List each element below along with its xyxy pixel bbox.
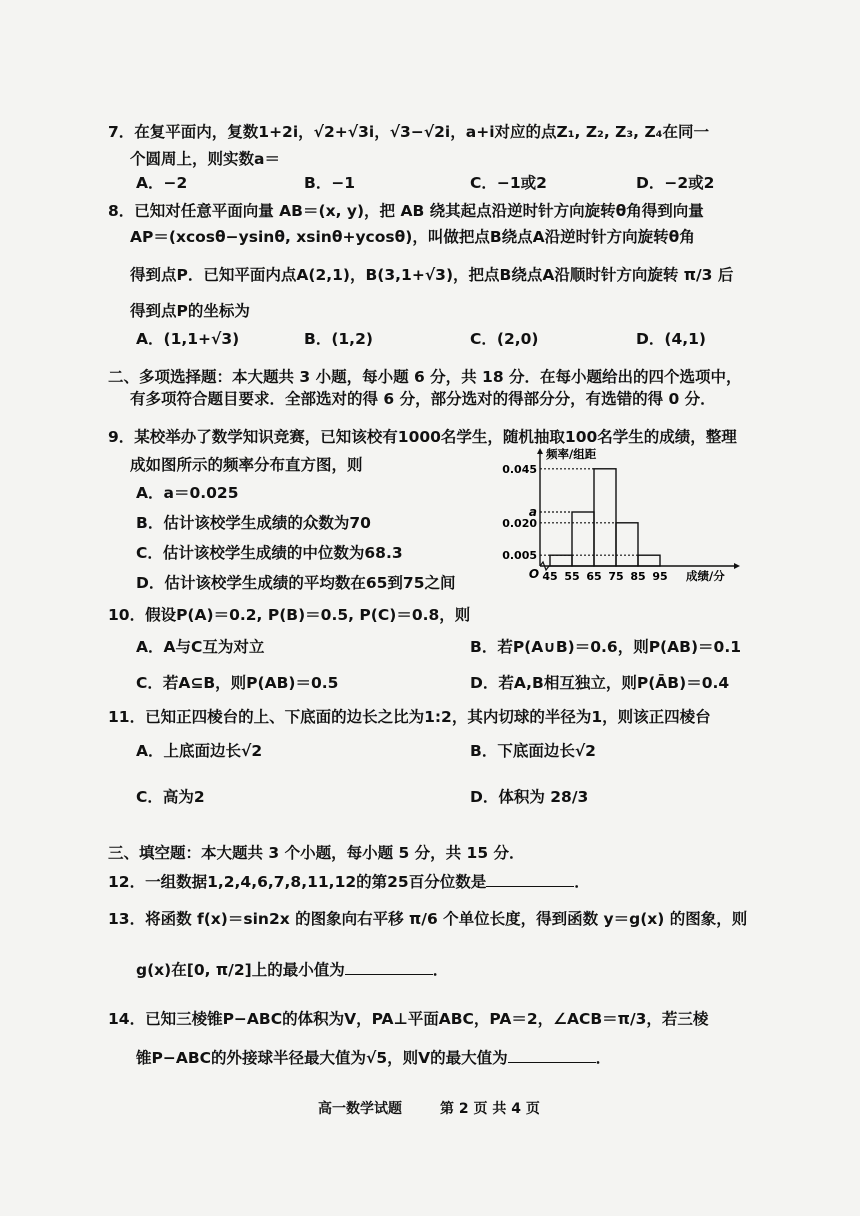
q12-line <box>108 870 590 893</box>
q11-option-b: B．下底面边长√2 <box>470 742 596 760</box>
histogram-bar-65-75 <box>594 469 616 566</box>
histogram-bar-55-65 <box>572 512 594 566</box>
q10-option-d: D．若A,B相互独立，则P(ĀB)＝0.4 <box>470 674 730 692</box>
x-tick-label-75: 75 <box>608 570 624 583</box>
q9-option-b: B．估计该校学生成绩的众数为70 <box>136 514 371 532</box>
q9-option-c: C．估计该校学生成绩的中位数为68.3 <box>136 544 403 562</box>
q8-option-d: D．(4,1) <box>636 330 706 348</box>
q14-tail: ． <box>595 1049 612 1067</box>
q10-line1: 10．假设P(A)＝0.2, P(B)＝0.5, P(C)＝0.8，则 <box>108 606 471 624</box>
q12-answer-blank[interactable] <box>486 870 574 887</box>
q12-tail: ． <box>574 873 590 891</box>
q11-option-c: C．高为2 <box>136 788 205 806</box>
q7-option-c: C．−1或2 <box>470 174 547 192</box>
q9-option-a: A．a＝0.025 <box>136 484 239 502</box>
x-tick-label-95: 95 <box>652 570 668 583</box>
q7-option-d: D．−2或2 <box>636 174 715 192</box>
q14-line1: 14．已知三棱锥P−ABC的体积为V，PA⊥平面ABC，PA＝2，∠ACB＝π/3，若三棱 <box>108 1010 709 1028</box>
q13-line2: g(x)在[0, π/2]上的最小值为 <box>136 961 345 979</box>
x-axis-label: 成绩/分 <box>686 569 725 583</box>
y-tick-label-0.005: 0.005 <box>502 549 537 563</box>
q8-option-a: A．(1,1+√3) <box>136 330 240 348</box>
q10-option-c: C．若A⊆B，则P(AB)＝0.5 <box>136 674 339 692</box>
q8-option-b: B．(1,2) <box>304 330 373 348</box>
q8-line4: 得到点P的坐标为 <box>130 302 250 320</box>
histogram-bar-45-55 <box>550 555 572 566</box>
q11-line1: 11．已知正四棱台的上、下底面的边长之比为1:2，其内切球的半径为1，则该正四棱台 <box>108 708 711 726</box>
q13-line1: 13．将函数 f(x)＝sin2x 的图象向右平移 π/6 个单位长度，得到函数 y＝g(x) 的图象，则 <box>108 910 748 928</box>
section2-line1: 二、多项选择题：本大题共 3 小题，每小题 6 分，共 18 分．在每小题给出的四个选项中， <box>108 368 742 386</box>
q8-option-c: C．(2,0) <box>470 330 539 348</box>
q9-line2: 成如图所示的频率分布直方图，则 <box>130 456 363 474</box>
q10-option-a: A．A与C互为对立 <box>136 638 265 656</box>
footer-page: 第 2 页 共 4 页 <box>440 1101 540 1117</box>
y-axis-label: 频率/组距 <box>546 448 597 461</box>
q9-line1: 9．某校举办了数学知识竞赛，已知该校有1000名学生，随机抽取100名学生的成绩，整理 <box>108 428 737 446</box>
q10-option-b: B．若P(A∪B)＝0.6，则P(AB)＝0.1 <box>470 638 741 656</box>
q9-option-d: D．估计该校学生成绩的平均数在65到75之间 <box>136 574 456 592</box>
q8-line1: 8．已知对任意平面向量 AB＝(x, y)，把 AB 绕其起点沿逆时针方向旋转θ角得到向量 <box>108 202 704 220</box>
q13-answer-blank[interactable] <box>345 958 433 975</box>
q8-line2: AP＝(xcosθ−ysinθ, xsinθ+ycosθ)，叫做把点B绕点A沿逆时针方向旋转θ角 <box>130 228 695 246</box>
q7-line1: 7．在复平面内，复数1+2i，√2+√3i，√3−√2i，a+i对应的点Z₁, Z₂, Z₃, Z₄在同一 <box>108 123 709 141</box>
section3-line1: 三、填空题：本大题共 3 个小题，每小题 5 分，共 15 分． <box>108 844 525 862</box>
origin-label: O <box>528 567 540 581</box>
q7-option-b: B．−1 <box>304 174 356 192</box>
x-tick-label-65: 65 <box>586 570 602 583</box>
histogram-bar-75-85 <box>616 523 638 566</box>
y-tick-label-0.045: 0.045 <box>502 462 537 476</box>
q14-answer-blank[interactable] <box>508 1046 596 1063</box>
q8-line3: 得到点P．已知平面内点A(2,1)，B(3,1+√3)，把点B绕点A沿顺时针方向旋转 π/3 后 <box>130 266 734 284</box>
x-tick-label-85: 85 <box>630 570 646 583</box>
x-axis-arrow <box>734 563 740 569</box>
q13-tail: ． <box>432 961 449 979</box>
q13-line2-wrap <box>136 958 448 981</box>
x-tick-label-45: 45 <box>542 570 558 583</box>
q11-option-a: A．上底面边长√2 <box>136 742 263 760</box>
section2-line2: 有多项符合题目要求．全部选对的得 6 分，部分选对的得部分分，有选错的得 0 分． <box>130 390 716 408</box>
histogram-bar-85-95 <box>638 555 660 566</box>
q7-line2: 个圆周上，则实数a＝ <box>130 150 280 168</box>
q14-line2-wrap <box>136 1046 611 1069</box>
q7-option-a: A．−2 <box>136 174 188 192</box>
q12-text: 12．一组数据1,2,4,6,7,8,11,12的第25百分位数是 <box>108 873 487 891</box>
frequency-histogram <box>500 448 760 593</box>
x-tick-label-55: 55 <box>564 570 580 583</box>
y-axis-arrow <box>537 448 543 454</box>
q14-line2: 锥P−ABC的外接球半径最大值为√5，则V的最大值为 <box>136 1049 508 1067</box>
q11-option-d: D．体积为 28/3 <box>470 788 589 806</box>
footer-title: 高一数学试题 <box>318 1101 402 1117</box>
y-tick-label-a: a <box>528 505 537 519</box>
y-tick-label-0.020: 0.020 <box>502 516 537 530</box>
